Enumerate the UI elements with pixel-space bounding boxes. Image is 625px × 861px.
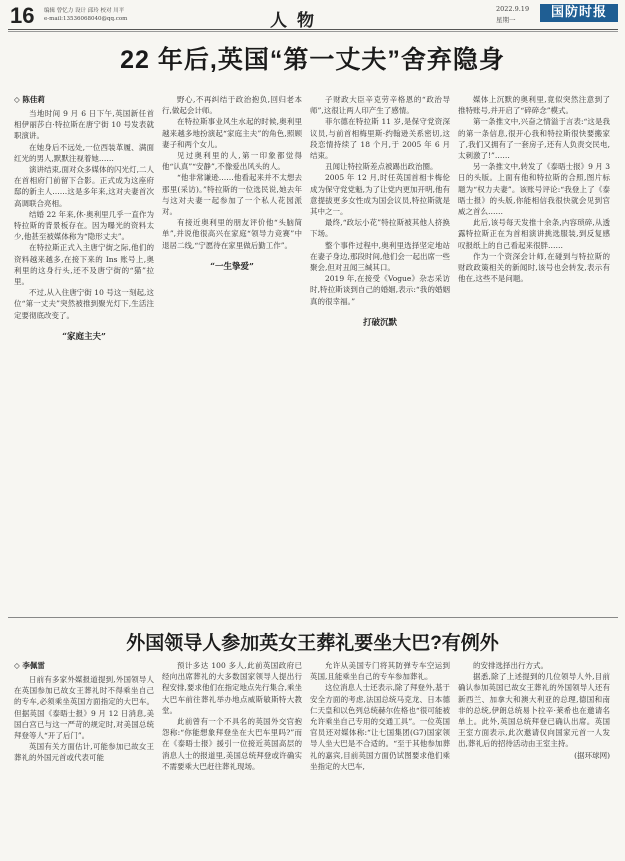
paragraph: 在她身后不远处,一位西装革履、满面红光的男人,默默注视着她…… bbox=[14, 142, 154, 163]
section-title: 人物 bbox=[270, 11, 324, 31]
paragraph: 不过,从入住唐宁街 10 号这一刻起,这位“第一丈夫”突然被推到聚光灯下,生活注定要彻底改变了。 bbox=[14, 288, 154, 320]
paragraph: 第一条推文中,兴奋之情溢于言表:“这是我的第一条信息,很开心我和特拉斯很快要搬家了,我们又拥有了一套房子,还有人负责交民电,太刺激了!”…… bbox=[458, 117, 610, 161]
paragraph: 作为一个资深会计师,在碰到与特拉斯的财政政策相关的新闻时,该号也会转发,表示有他在,这些不是问题。 bbox=[458, 251, 610, 284]
issue-date: 2022.9.19 bbox=[496, 5, 530, 13]
subheading-lifelong-love: “一生挚爱” bbox=[210, 261, 254, 272]
paragraph: 子财政大臣辛克劳辛格恩的“政治导师”,这很让两人印产生了感情。 bbox=[310, 95, 450, 116]
newspaper-logo: 国防时报 bbox=[540, 4, 618, 22]
article2-column-2 bbox=[162, 660, 302, 854]
paragraph: 英国有关方面估计,可能参加已故女王葬礼的外国元首或代表可能 bbox=[14, 742, 154, 763]
source-credit: (据环球网) bbox=[574, 750, 610, 760]
paragraph: 野心,不再纠结于政治抱负,回归老本行,做起会计师。 bbox=[162, 95, 302, 116]
paragraph: 在特拉斯事业风生水起的时候,奥利里越来越多地扮演起“家庭主夫”的角色,照顾妻子和两个女儿。 bbox=[162, 117, 302, 149]
paragraph: 在特拉斯正式入主唐宁街之际,他们的资料越来越多,在接下来的 Ins 账号上,奥利里的这身行头,还不及唐宁街的“猫”拉里。 bbox=[14, 243, 154, 287]
paragraph: 2019 年,在接受《Vogue》杂志采访时,特拉斯谈到自己的婚姻,表示:“我的婚姻真的很幸福。” bbox=[310, 274, 450, 306]
paragraph: 这位消息人士还表示,除了拜登外,基于安全方面的考虑,法国总统马克龙、日本德仁天皇和以色列总统赫尔佐格也“很可能被允许乘坐自己专用的交通工具”。一位英国官员还对媒体称:“让七国集团(G7)国家领导人坐大巴是不合适的。“至于其他参加葬礼的嘉宾,目前英国方面仍试图要求他们乘坐指定的大巴车, bbox=[310, 683, 450, 771]
paragraph: 媒体上沉默的奥利里,竟似突然注意到了推特账号,并开启了“碎碎念”模式。 bbox=[458, 95, 610, 116]
article1-headline: 22 年后,英国“第一丈夫”舍弃隐身 bbox=[120, 46, 505, 74]
paragraph: “他非常谦逊……他看起来并不太想去那里(采访)。”特拉斯的一位选民说,她去年与这对夫妻一起参加了一个私人花园派对。 bbox=[162, 173, 302, 217]
issue-weekday: 星期一 bbox=[496, 16, 516, 24]
article1-column-2 bbox=[162, 94, 302, 608]
article1-column-1 bbox=[14, 108, 154, 608]
page-number: 16 bbox=[10, 3, 35, 28]
article2-column-3 bbox=[310, 660, 450, 854]
paragraph: 日前有多家外媒报道提到,外国领导人在英国参加已故女王葬礼时不得乘坐自己的专车,必须乘坐英国方面指定的大巴车。但据英国《泰晤士报》9 月 12 日消息,美国白宫已与这一严苛的规定时,对美国总统拜登等人“开了后门”。 bbox=[14, 675, 154, 741]
article1-column-3 bbox=[310, 94, 450, 608]
header-rule bbox=[8, 29, 618, 30]
paragraph: 见过奥利里的人,第一印象都觉得他“认真”“安静”,不像爱出风头的人。 bbox=[162, 151, 302, 172]
article2-headline: 外国领导人参加英女王葬礼要坐大巴?有例外 bbox=[126, 633, 499, 654]
paragraph: 当地时间 9 月 6 日下午,英国新任首相伊丽莎白·特拉斯在唐宁街 10 号发表就职演讲。 bbox=[14, 109, 154, 141]
paragraph: 整个事件过程中,奥利里选择坚定地站在妻子身边,那段时间,他们会一起出席一些聚会,但对丑闻三缄其口。 bbox=[310, 240, 450, 273]
email-line: e-mail:13536068040@qq.com bbox=[44, 16, 128, 22]
paragraph: 此前曾有一个不具名的英国外交官抱怨称:“你能想象拜登坐在大巴车里吗?”而在《泰晤士报》援引一位接近英国高层的消息人士的报道里,美国总统拜登或许确实不需要乘大巴赶往葬礼现场。 bbox=[162, 717, 302, 771]
editor-line: 编辑 曾忆力 设计 邱玲 校对 川平 bbox=[44, 8, 125, 14]
paragraph: 允许从美国专门将其防弹专车空运到英国,且能乘坐自己的专车参加葬礼。 bbox=[310, 661, 450, 682]
article2-column-4 bbox=[458, 660, 610, 854]
paragraph: 另一条推文中,转发了《泰晤士报》9 月 3 日的头版。上面有他和特拉斯的合照,图片标题为“权力夫妻”。该账号评论:“我登上了《泰晤士报》的头版,你能相信我很快就会见到官威之首么…… bbox=[458, 162, 610, 217]
paragraph: 预计多达 100 多人,此前英国政府已经向出席葬礼的大多数国家领导人提出行程安排,要求他们在指定地点先行集合,乘坐大巴车前往葬礼举办地点威斯敏斯特大教堂。 bbox=[162, 661, 302, 715]
header-rule-thin bbox=[8, 31, 618, 32]
article1-column-4 bbox=[458, 94, 610, 608]
paragraph: 2005 年 12 月,时任英国首相卡梅伦成为保守党党魁,为了让党内更加开明,他有意提拔更多女性成为国会议员,特拉斯就是其中之一。 bbox=[310, 173, 450, 217]
paragraph: 有接近奥利里的朋友评价他“头脑简单”,并说他很高兴在家庭“领导力竞赛”中退居二线,“宁愿待在家里做后勤工作”。 bbox=[162, 218, 302, 250]
paragraph: 演讲结束,面对众多媒体的闪光灯,二人在首相府门前留下合影。正式成为这座府邸的新主人……这是多年来,这对夫妻首次高调联合亮相。 bbox=[14, 165, 154, 208]
paragraph: 菲尔德在特拉斯 11 岁,是保守党资深议员,与前首相梅里斯·约翰逊关系密切,这段恋情持续了 18 个月,于 2005 年 6 月结束。 bbox=[310, 117, 450, 161]
paragraph: 的安排选择出行方式。 bbox=[473, 661, 548, 670]
paragraph: 最终,“政坛小花”特拉斯被其他人挤换下场。 bbox=[310, 218, 450, 239]
subheading-breaking-silence: 打破沉默 bbox=[362, 317, 397, 328]
paragraph: 结婚 22 年来,休·奥利里几乎一直作为特拉斯的背景板存在。因为曝光的资料太少,他甚至被媒体称为“隐形丈夫”。 bbox=[14, 209, 154, 242]
paragraph: 据悉,除了上述提到的几位领导人外,目前确认参加英国已故女王葬礼的外国领导人还有新西兰、加拿大和澳大利亚的总理,德国和南非的总统,伊朗总统易卜拉辛·莱希也在邀请名单上。此外,英国总统拜登已确认出席。英国王室方面表示,此次邀请仅向国家元首一人发出,葬礼后的招待活动由王室主持。 bbox=[458, 672, 610, 749]
article2-column-1 bbox=[14, 674, 154, 854]
article1-byline: ◇ 陈佳莉 bbox=[14, 95, 45, 104]
page-header bbox=[0, 0, 625, 30]
paragraph: 此后,该号每天发推十余条,内容琐碎,从透露特拉斯正在为首相演讲挑选服装,到反复感叹报纸上的自己看起来很胖…… bbox=[458, 218, 610, 250]
paragraph: 丑闻让特拉斯差点被踢出政治圈。 bbox=[325, 162, 438, 172]
article2-byline: ◇ 李佩雷 bbox=[14, 661, 45, 670]
article-divider bbox=[8, 617, 618, 618]
subheading-family-husband: “家庭主夫” bbox=[62, 331, 106, 342]
